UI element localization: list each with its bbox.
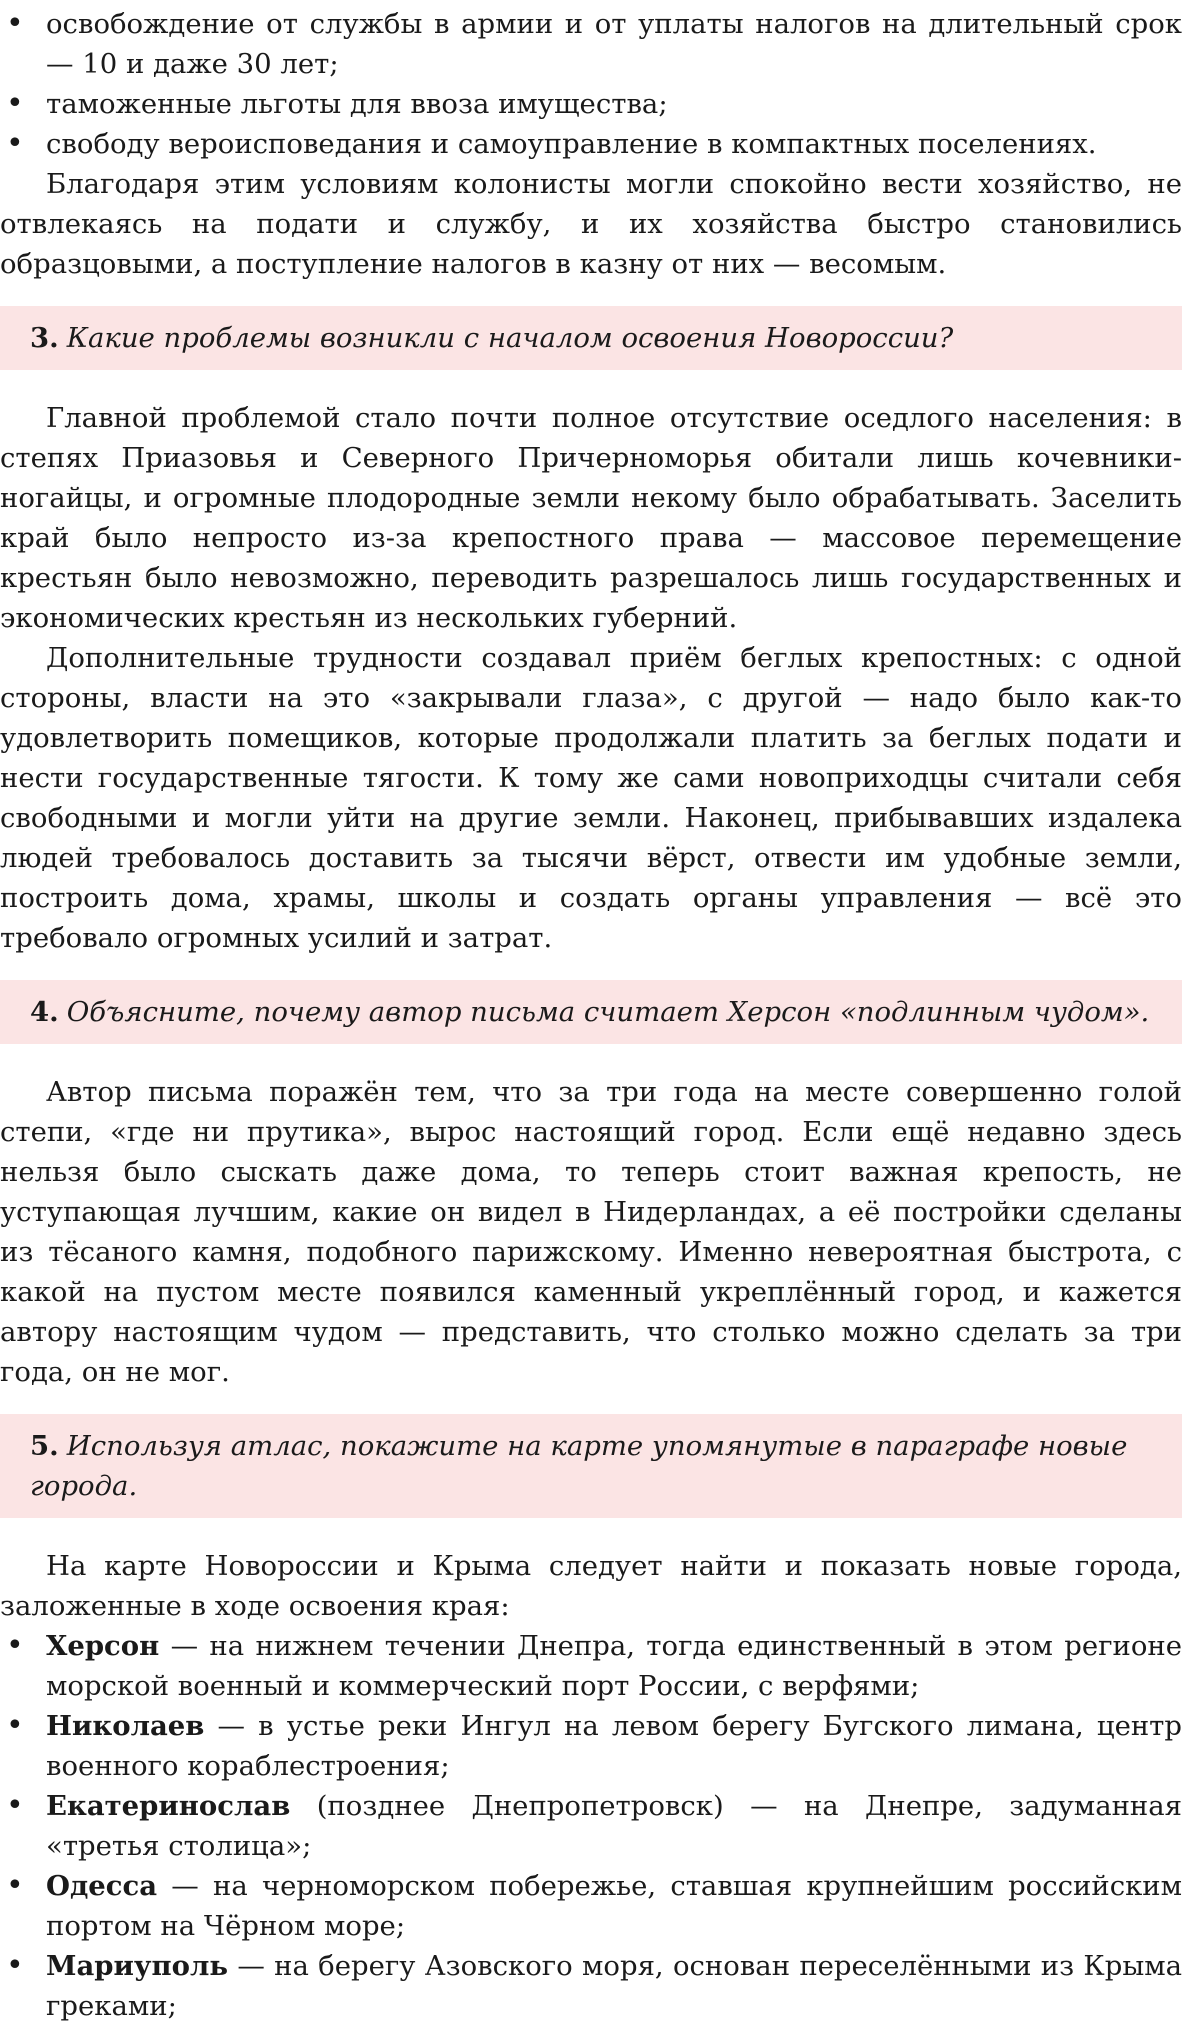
answer-paragraph: Дополнительные трудности создавал приём беглых крепостных: с одной стороны, власти на это «закрывали глаза», с другой — надо было как-то удовлетворить помещиков, которые продолжали платить за беглых подати и нести государственные тягости. К тому же сами новоприходцы считали себя свободными и могли уйти на другие земли. Наконец, прибывавших издалека людей требовалось доставить за тысячи вёрст, отвести им удобные земли, построить дома, храмы, школы и создать органы управления — всё это требовало огромных усилий и затрат. <box>0 642 1182 954</box>
city-description: (позднее Днепропетровск) — на Днепре, задуманная «третья столица»; <box>46 1790 1182 1862</box>
answer-paragraph: Главной проблемой стало почти полное отсутствие оседлого населения: в степях Приазовья и Северного Причерноморья обитали лишь кочевники-ногайцы, и огромные плодородные земли некому было обрабатывать. Заселить край было непросто из-за крепостного права — массовое перемещение крестьян было невозможно, переводить разрешалось лишь государственных и экономических крестьян из нескольких губерний. <box>0 402 1182 634</box>
city-name: Одесса <box>46 1870 158 1902</box>
list-item <box>0 1786 1182 1866</box>
city-name: Херсон <box>46 1630 160 1662</box>
city-list <box>0 1626 1182 2026</box>
list-item <box>0 1946 1182 2026</box>
intro-bullet-list <box>0 4 1182 164</box>
list-item <box>0 1626 1182 1706</box>
city-description: — на черноморском побережье, ставшая крупнейшим российским портом на Чёрном море; <box>46 1870 1182 1942</box>
answer-paragraph: На карте Новороссии и Крыма следует найти и показать новые города, заложенные в ходе освоения края: <box>0 1550 1182 1622</box>
question-text: Объясните, почему автор письма считает Херсон «подлинным чудом». <box>66 996 1150 1028</box>
question-5-box <box>0 1414 1182 1518</box>
list-item: • освобождение от службы в армии и от уплаты налогов на длительный срок — 10 и даже 30 лет; <box>0 4 1182 84</box>
city-description: — на нижнем течении Днепра, тогда единственный в этом регионе морской военный и коммерческий порт России, с верфями; <box>46 1630 1182 1702</box>
list-item <box>0 1706 1182 1786</box>
question-3-box <box>0 306 1182 370</box>
question-text: Какие проблемы возникли с началом освоения Новороссии? <box>66 322 954 354</box>
city-description: — в устье реки Ингул на левом берегу Бугского лимана, центр военного кораблестроения; <box>46 1710 1182 1782</box>
city-description: — на берегу Азовского моря, основан переселёнными из Крыма греками; <box>46 1950 1182 2022</box>
list-item <box>0 1866 1182 1946</box>
city-name: Николаев <box>46 1710 205 1742</box>
city-name: Мариуполь <box>46 1950 229 1982</box>
city-name: Екатеринослав <box>46 1790 291 1822</box>
question-text: Используя атлас, покажите на карте упомянутые в параграфе новые города. <box>30 1430 1128 1502</box>
question-number: 5. <box>30 1430 59 1462</box>
question-number: 4. <box>30 996 59 1028</box>
answer-paragraph: Автор письма поражён тем, что за три года на месте совершенно голой степи, «где ни прутика», вырос настоящий город. Если ещё недавно здесь нельзя было сыскать даже дома, то теперь стоит важная крепость, не уступающая лучшим, какие он видел в Нидерландах, а её постройки сделаны из тёсаного камня, подобного парижскому. Именно невероятная быстрота, с какой на пустом месте появился каменный укреплённый город, и кажется автору настоящим чудом — представить, что столько можно сделать за три года, он не мог. <box>0 1076 1182 1388</box>
question-4-box <box>0 980 1182 1044</box>
list-item: • таможенные льготы для ввоза имущества; <box>0 84 1182 124</box>
list-item: • свободу вероисповедания и самоуправление в компактных поселениях. <box>0 124 1182 164</box>
intro-paragraph: Благодаря этим условиям колонисты могли спокойно вести хозяйство, не отвлекаясь на подати и службу, и их хозяйства быстро становились образцовыми, а поступление налогов в казну от них — весомым. <box>0 168 1182 280</box>
question-number: 3. <box>30 322 59 354</box>
